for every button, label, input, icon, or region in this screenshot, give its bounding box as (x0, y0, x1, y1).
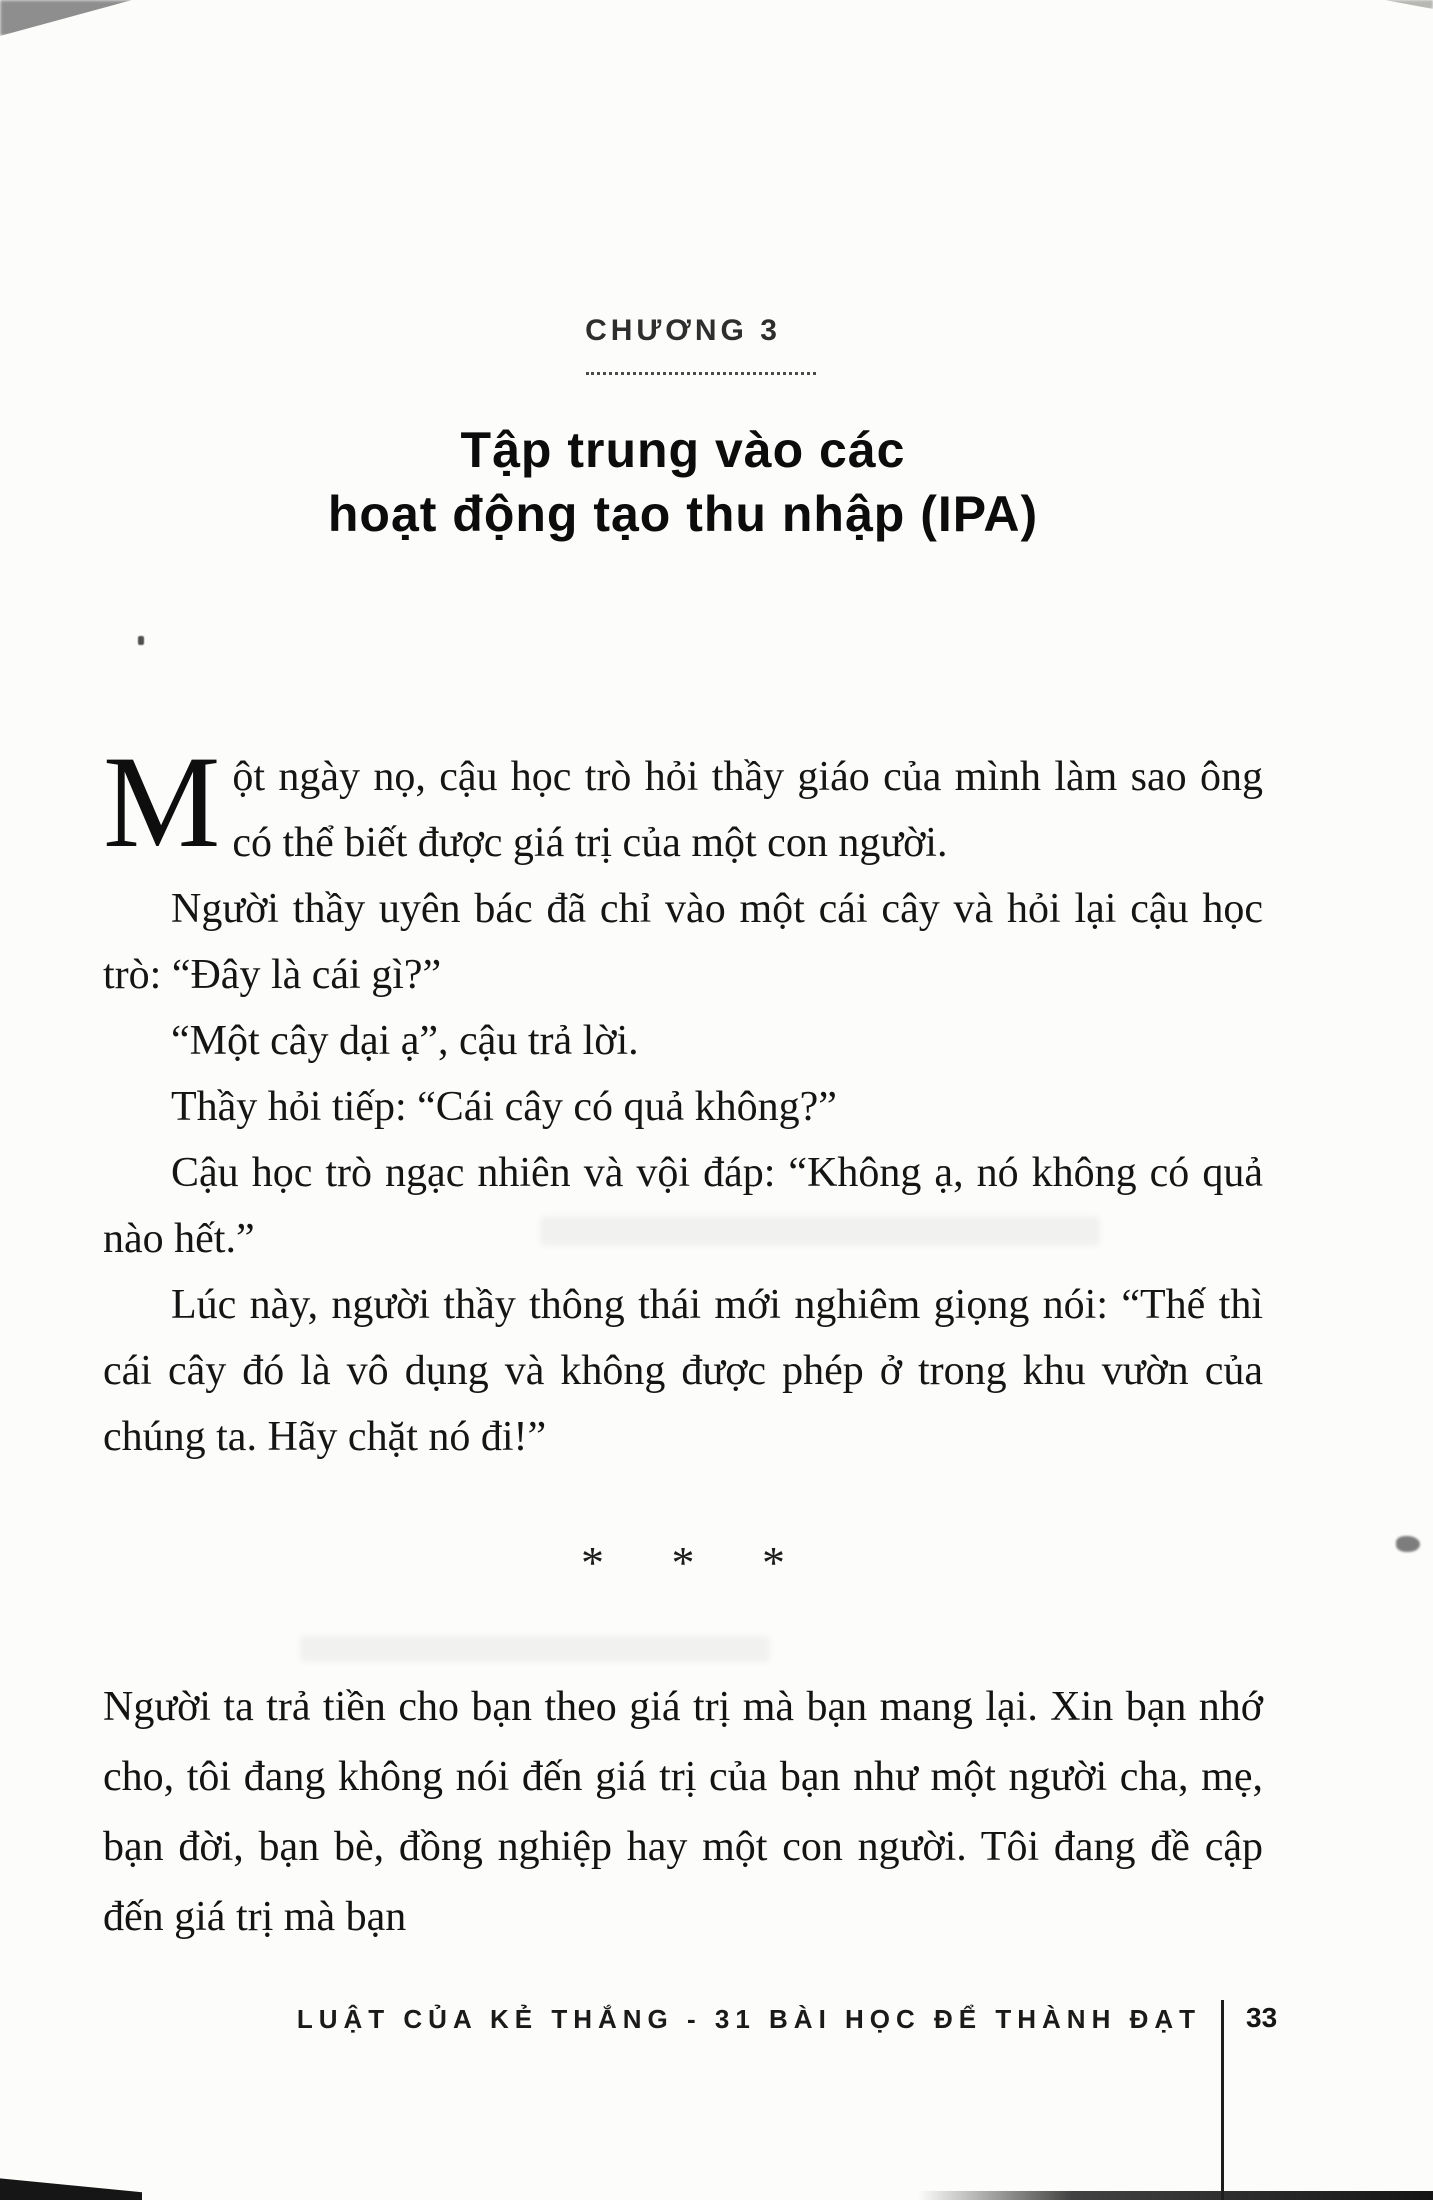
body-paragraph: Người thầy uyên bác đã chỉ vào một cái cây và hỏi lại cậu học trò: “Đây là cái gì?” (103, 886, 1263, 998)
body-paragraph: Cậu học trò ngạc nhiên và vội đáp: “Không ạ, nó không có quả nào hết.” (103, 1150, 1263, 1262)
footer-book-title: LUẬT CỦA KẺ THẮNG - 31 BÀI HỌC ĐỂ THÀNH ĐẠT (296, 2004, 1201, 2034)
chapter-title-line: Tập trung vào các (460, 422, 906, 478)
showthrough-artifact (300, 1636, 770, 1662)
chapter-label: CHƯƠNG 3 (585, 314, 781, 347)
after-separator-block (103, 1672, 1263, 1952)
body-paragraph: “Một cây dại ạ”, cậu trả lời. (171, 1018, 639, 1064)
story-block (103, 728, 1263, 1470)
drop-cap: M (103, 728, 221, 875)
chapter-title-line: hoạt động tạo thu nhập (IPA) (327, 486, 1039, 542)
chapter-underline (586, 366, 816, 375)
scan-artifact-bottom-left (0, 2170, 142, 2200)
scan-artifact-top-left (0, 0, 132, 36)
chapter-title (103, 418, 1263, 546)
body-paragraph: Người ta trả tiền cho bạn theo giá trị mà bạn mang lại. Xin bạn nhớ cho, tôi đang không nói đến giá trị của bạn như một người cha, mẹ, bạn đời, bạn bè, đồng nghiệp hay một con người. Tôi đang đề cập đến giá trị mà bạn (103, 1684, 1263, 1940)
section-separator: * * * (581, 1537, 813, 1588)
scan-artifact-bottom-edge (918, 2191, 1433, 2200)
scan-speck (1396, 1536, 1420, 1552)
body-paragraph: Thầy hỏi tiếp: “Cái cây có quả không?” (171, 1084, 837, 1130)
footer-divider (1221, 2000, 1224, 2200)
page-number: 33 (1246, 2002, 1278, 2033)
body-paragraph: Lúc này, người thầy thông thái mới nghiêm giọng nói: “Thế thì cái cây đó là vô dụng và không được phép ở trong khu vườn của chúng ta. Hãy chặt nó đi!” (103, 1282, 1263, 1460)
scan-artifact-top-right (1385, 0, 1433, 9)
scan-speck (138, 636, 144, 645)
body-paragraph: Một ngày nọ, cậu học trò hỏi thầy giáo của mình làm sao ông có thể biết được giá trị của một con người. (103, 728, 1263, 875)
